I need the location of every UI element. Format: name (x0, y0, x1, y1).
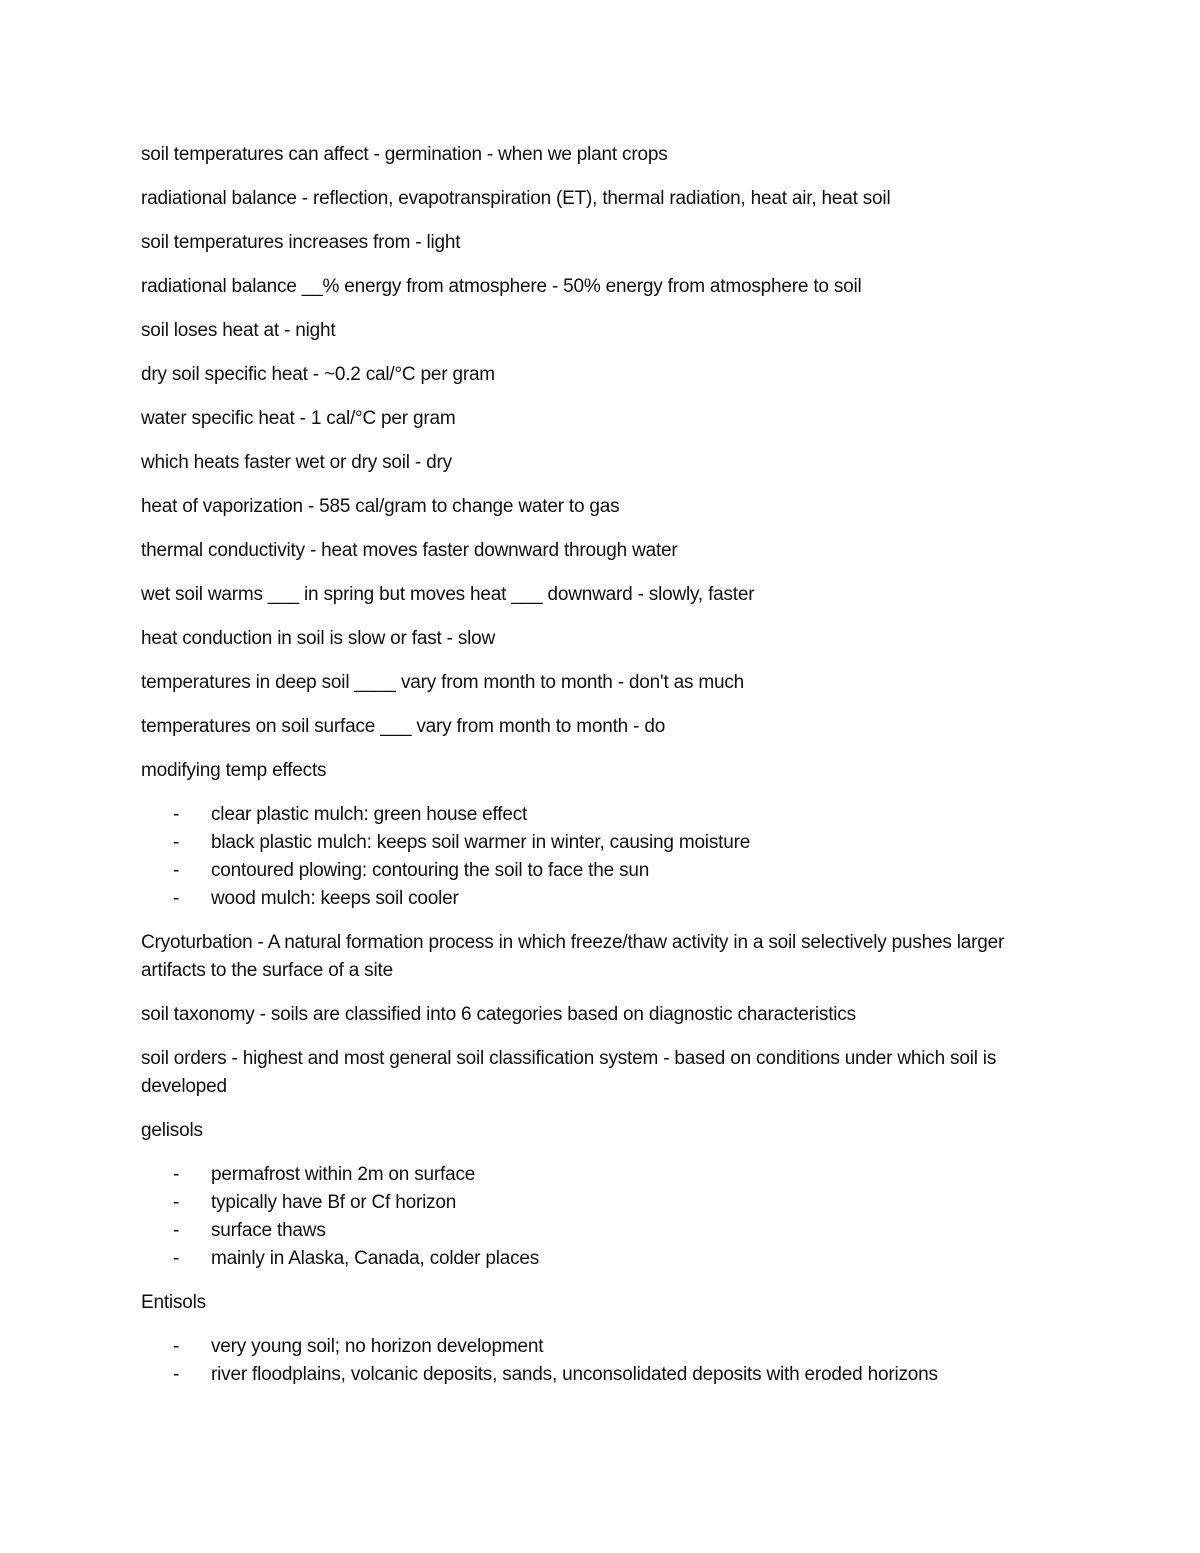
note-line: heat of vaporization - 585 cal/gram to change water to gas (141, 496, 620, 517)
bullet-dash: - (173, 1364, 180, 1385)
note-line: heat conduction in soil is slow or fast - slow (141, 628, 496, 649)
list-item-text: permafrost within 2m on surface (211, 1164, 476, 1185)
list-item (141, 1161, 1061, 1189)
list-item (141, 1217, 1061, 1245)
bullet-dash: - (173, 804, 180, 825)
list-item-text: black plastic mulch: keeps soil warmer in winter, causing moisture (211, 832, 751, 853)
section-heading-entisols: Entisols (141, 1292, 206, 1313)
list-item (141, 1361, 1061, 1389)
note-line: temperatures on soil surface ___ vary from month to month - do (141, 716, 666, 737)
list-item (141, 1245, 1061, 1273)
soil-taxonomy-definition: soil taxonomy - soils are classified into 6 categories based on diagnostic characteristics (141, 1004, 856, 1025)
note-line: thermal conductivity - heat moves faster downward through water (141, 540, 678, 561)
list-item (141, 1189, 1061, 1217)
bullet-dash: - (173, 860, 180, 881)
temp-effects-list (141, 801, 1061, 913)
cryoturbation-definition: Cryoturbation - A natural formation process in which freeze/thaw activity in a soil selectively pushes larger artifacts to the surface of a site (141, 932, 1005, 981)
note-line: soil temperatures increases from - light (141, 232, 461, 253)
list-item (141, 829, 1061, 857)
section-heading-temp-effects: modifying temp effects (141, 760, 327, 781)
bullet-dash: - (173, 888, 180, 909)
list-item-text: wood mulch: keeps soil cooler (211, 888, 459, 909)
list-item (141, 1333, 1061, 1361)
list-item-text: river floodplains, volcanic deposits, sands, unconsolidated deposits with eroded horizons (211, 1364, 938, 1385)
bullet-dash: - (173, 1192, 180, 1213)
note-line: soil loses heat at - night (141, 320, 336, 341)
list-item-text: very young soil; no horizon development (211, 1336, 544, 1357)
list-item (141, 857, 1061, 885)
note-line: water specific heat - 1 cal/°C per gram (141, 408, 456, 429)
entisols-list (141, 1333, 1061, 1389)
note-line: dry soil specific heat - ~0.2 cal/°C per gram (141, 364, 495, 385)
note-line: which heats faster wet or dry soil - dry (141, 452, 452, 473)
bullet-dash: - (173, 1248, 180, 1269)
bullet-dash: - (173, 1220, 180, 1241)
bullet-dash: - (173, 1164, 180, 1185)
list-item (141, 801, 1061, 829)
list-item-text: clear plastic mulch: green house effect (211, 804, 528, 825)
gelisols-list (141, 1161, 1061, 1273)
document-body (141, 141, 1061, 1405)
note-line: radiational balance - reflection, evapotranspiration (ET), thermal radiation, heat air, heat soil (141, 188, 891, 209)
soil-orders-definition: soil orders - highest and most general soil classification system - based on conditions under which soil is developed (141, 1048, 997, 1097)
list-item-text: typically have Bf or Cf horizon (211, 1192, 457, 1213)
list-item (141, 885, 1061, 913)
note-line: wet soil warms ___ in spring but moves heat ___ downward - slowly, faster (141, 584, 755, 605)
list-item-text: mainly in Alaska, Canada, colder places (211, 1248, 540, 1269)
list-item-text: surface thaws (211, 1220, 326, 1241)
note-line: radiational balance __% energy from atmosphere - 50% energy from atmosphere to soil (141, 276, 862, 297)
note-line: soil temperatures can affect - germination - when we plant crops (141, 144, 668, 165)
bullet-dash: - (173, 1336, 180, 1357)
note-line: temperatures in deep soil ____ vary from month to month - don't as much (141, 672, 745, 693)
section-heading-gelisols: gelisols (141, 1120, 203, 1141)
list-item-text: contoured plowing: contouring the soil to face the sun (211, 860, 650, 881)
bullet-dash: - (173, 832, 180, 853)
